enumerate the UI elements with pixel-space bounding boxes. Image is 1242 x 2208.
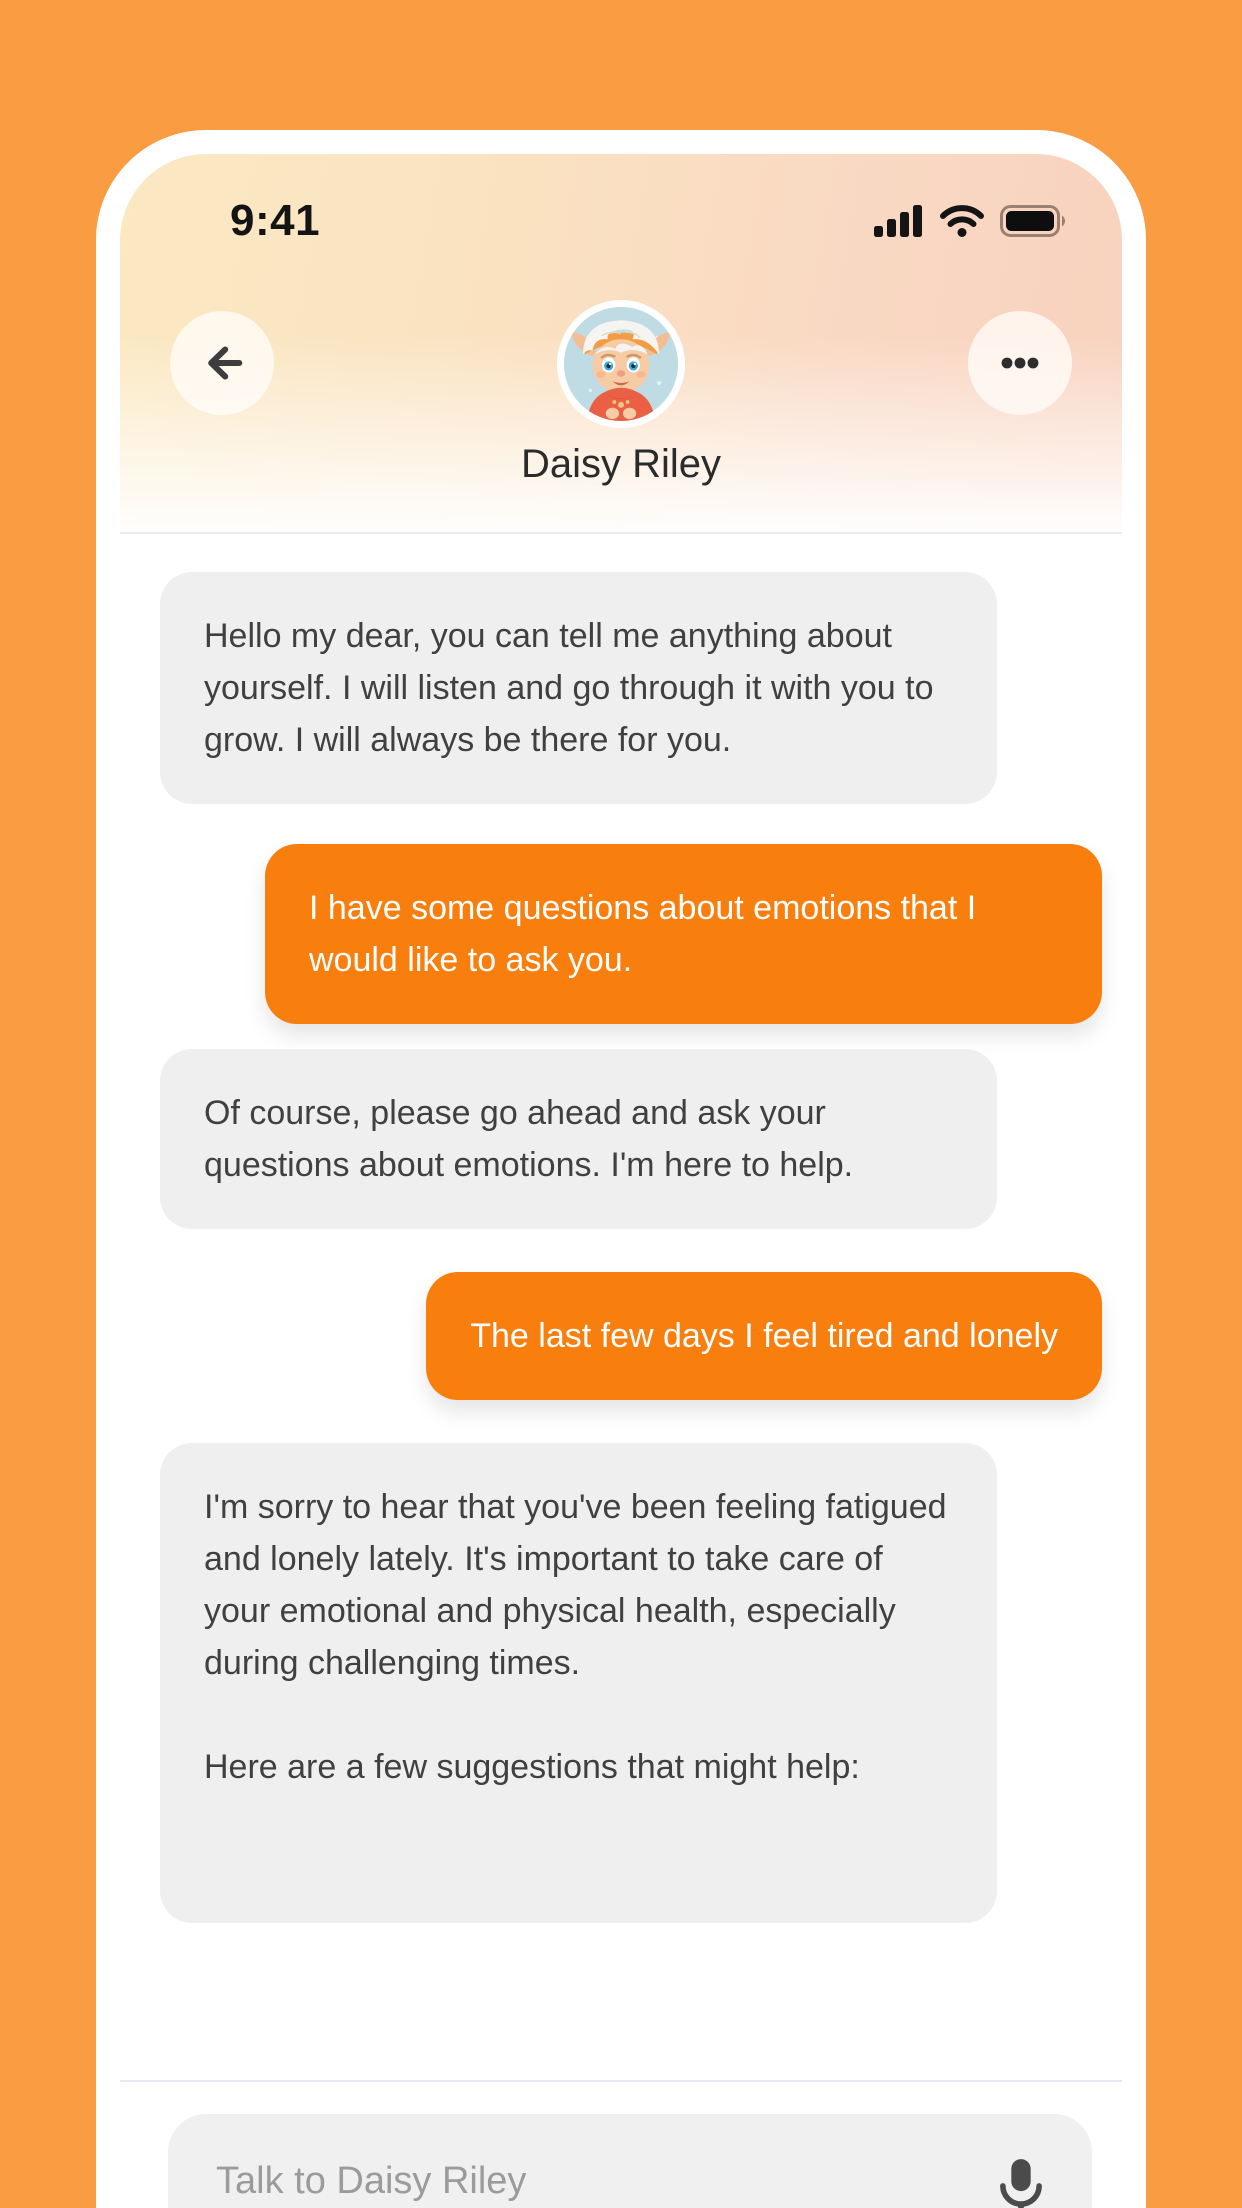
message-input[interactable]	[168, 2114, 1092, 2203]
message-bubble-user: The last few days I feel tired and lonely	[426, 1272, 1102, 1400]
back-button[interactable]	[170, 311, 274, 415]
microphone-icon	[994, 2156, 1048, 2208]
ellipsis-menu-icon	[994, 337, 1046, 389]
message-bubble-ai: Hello my dear, you can tell me anything about yourself. I will listen and go through it with you to grow. I will always be there for you.	[160, 572, 997, 804]
message-bubble-ai: Of course, please go ahead and ask your questions about emotions. I'm here to help.	[160, 1049, 997, 1229]
message-input-bar	[168, 2114, 1092, 2208]
elf-character-avatar	[564, 307, 678, 421]
message-bubble-user: I have some questions about emotions that I would like to ask you.	[265, 844, 1102, 1024]
message-paragraph: Here are a few suggestions that might help:	[204, 1748, 860, 1786]
chat-screen	[120, 154, 1122, 2208]
signal-strength-icon	[874, 205, 924, 237]
back-arrow-icon	[196, 337, 248, 389]
message-paragraph: I'm sorry to hear that you've been feeling fatigued and lonely lately. It's important to take care of your emotional and physical health, especially during challenging times.	[204, 1488, 947, 1682]
chat-header	[120, 154, 1122, 532]
composer-panel	[120, 2080, 1122, 2208]
wifi-icon	[940, 205, 984, 237]
status-time: 9:41	[230, 196, 321, 245]
contact-avatar[interactable]	[557, 300, 685, 428]
message-list	[120, 534, 1122, 2208]
status-bar	[120, 196, 1122, 246]
more-options-button[interactable]	[968, 311, 1072, 415]
battery-full-icon	[1000, 205, 1068, 237]
message-bubble-ai	[160, 1443, 997, 1923]
mic-button[interactable]	[986, 2154, 1056, 2208]
contact-name: Daisy Riley	[520, 442, 722, 486]
status-icons	[874, 205, 1068, 237]
phone-frame	[96, 130, 1146, 2208]
